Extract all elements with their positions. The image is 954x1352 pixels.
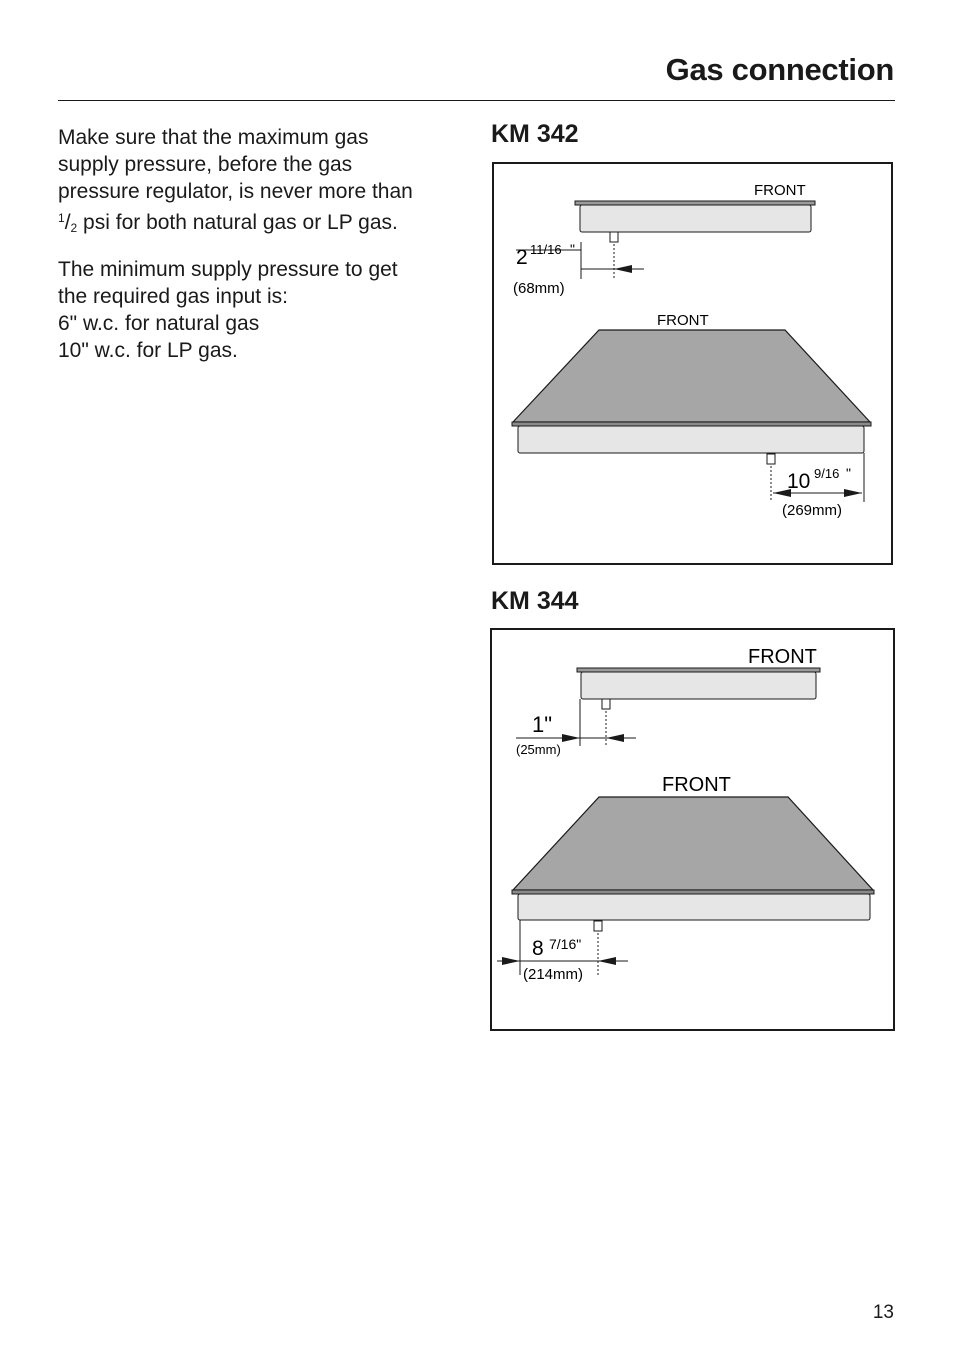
km344-diagram [490, 628, 895, 1031]
cooktop-side-top [575, 201, 815, 205]
cooktop-trim [512, 422, 871, 426]
title-rule [58, 100, 895, 101]
dimension-mm: (25mm) [516, 742, 561, 757]
cooktop-side-top [577, 668, 820, 672]
dimension-unit: " [846, 465, 851, 481]
half-fraction [58, 211, 77, 234]
arrow-icon [614, 265, 632, 273]
dimension-mm: (269mm) [782, 502, 843, 519]
dimension-fraction: 11/16 [530, 242, 562, 257]
front-label: FRONT [748, 646, 817, 668]
km342-drawing [494, 164, 895, 567]
cooktop-trim [512, 890, 874, 894]
text-line [58, 205, 458, 242]
dimension-whole: 8 [532, 937, 544, 960]
dimension-mm: (68mm) [513, 280, 565, 297]
km342-heading: KM 342 [491, 120, 579, 148]
arrow-icon [844, 489, 862, 497]
gas-connector [767, 454, 775, 464]
cooktop-body [518, 894, 870, 920]
front-label: FRONT [662, 774, 731, 796]
arrow-icon [502, 957, 520, 965]
arrow-icon [562, 734, 580, 742]
front-label: FRONT [754, 182, 806, 199]
gas-connector [610, 232, 618, 242]
cooktop-body [518, 426, 864, 453]
max-pressure-paragraph [58, 124, 458, 242]
text-line: the required gas input is: [58, 285, 288, 308]
min-pressure-paragraph [58, 256, 458, 364]
arrow-icon [606, 734, 624, 742]
text-line: The minimum supply pressure to get [58, 258, 398, 281]
dimension-fraction: 9/16 [814, 466, 840, 481]
text-line: 6" w.c. for natural gas [58, 312, 260, 335]
gas-connector [594, 921, 602, 931]
cooktop-side-body [581, 672, 816, 699]
dimension-unit: " [570, 241, 575, 257]
text-line: Make sure that the maximum gas [58, 126, 369, 149]
text-line: supply pressure, before the gas [58, 153, 353, 176]
cooktop-top-surface [513, 797, 873, 890]
fraction-numerator: 1 [58, 211, 65, 225]
arrow-icon [598, 957, 616, 965]
text-line: 10" w.c. for LP gas. [58, 339, 238, 362]
fraction-slash: / [64, 211, 71, 234]
page-number: 13 [872, 1302, 894, 1323]
cooktop-side-body [580, 205, 811, 232]
km344-heading: KM 344 [491, 587, 579, 615]
fraction-denominator: 2 [70, 221, 78, 235]
cooktop-top-surface [513, 330, 870, 422]
dimension-fraction: 7/16" [549, 936, 582, 952]
text-line: pressure regulator, is never more than [58, 180, 413, 203]
dimension-whole: 2 [516, 246, 528, 269]
km344-drawing [492, 630, 897, 1033]
text-line-tail: psi for both natural gas or LP gas. [77, 211, 398, 234]
gas-connector [602, 699, 610, 709]
dimension-label: 1" [532, 712, 553, 737]
front-label: FRONT [657, 312, 709, 329]
page-title: Gas connection [665, 52, 894, 87]
km342-diagram [492, 162, 893, 565]
dimension-mm: (214mm) [523, 966, 584, 983]
dimension-whole: 10 [787, 470, 811, 493]
intro-text [58, 124, 458, 378]
